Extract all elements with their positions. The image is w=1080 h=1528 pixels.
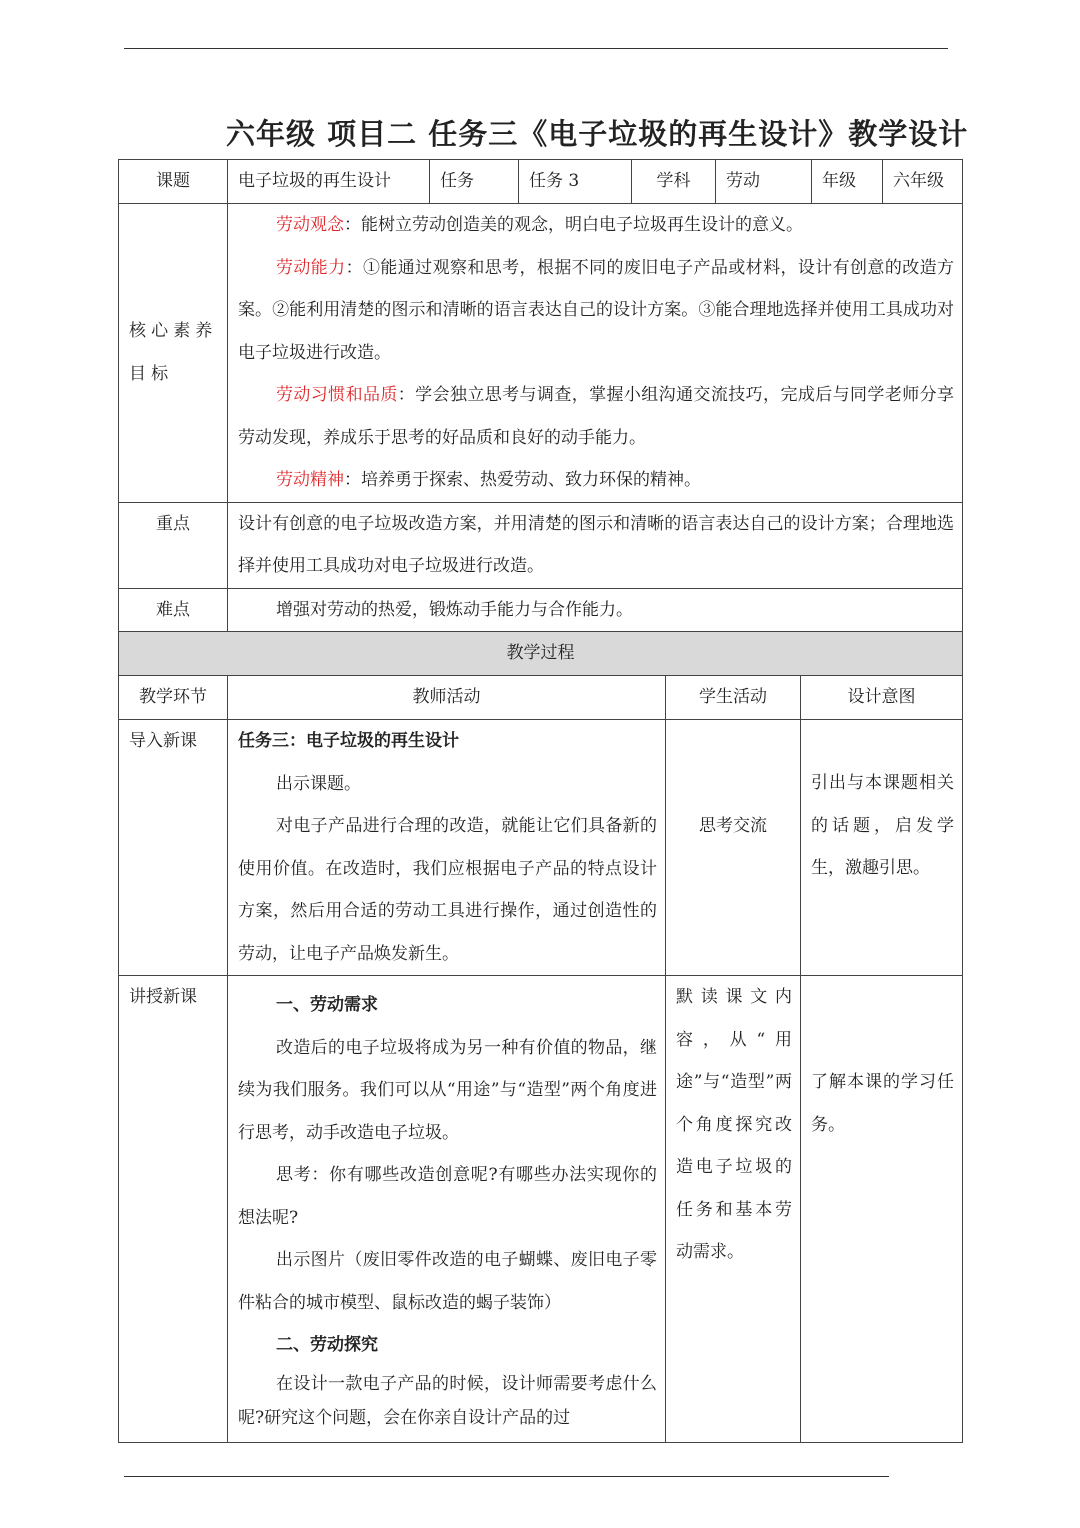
- intro-intent: 引出与本课题相关的话题，启发学生，激趣引思。: [801, 720, 963, 976]
- goal-heading: 劳动能力: [276, 257, 346, 278]
- goal-text: ：能树立劳动创造美的观念，明白电子垃圾再生设计的意义。: [344, 215, 803, 235]
- difficulty-text: 增强对劳动的热爱，锻炼动手能力与合作能力。: [228, 588, 963, 632]
- goal-heading: 劳动观念: [276, 215, 344, 235]
- footer-rule: [124, 1476, 889, 1477]
- new-heading-2: 二、劳动探究: [276, 1335, 378, 1355]
- col-intent: 设计意图: [801, 676, 963, 720]
- new-teacher: [228, 976, 666, 1443]
- goals-row: [119, 204, 963, 503]
- process-header: 教学过程: [119, 632, 963, 676]
- subject-value: 劳动: [716, 160, 812, 204]
- new-stage: 讲授新课: [119, 976, 228, 1443]
- goals-content: [228, 204, 963, 503]
- new-p3: 出示图片（废旧零件改造的电子蝴蝶、废旧电子零件粘合的城市模型、鼠标改造的蝎子装饰）: [238, 1250, 657, 1313]
- grade-label: 年级: [812, 160, 883, 204]
- info-table: [118, 159, 963, 633]
- key-point-row: [119, 502, 963, 588]
- difficulty-row: [119, 588, 963, 632]
- topic-label: 课题: [119, 160, 228, 204]
- new-p4: 在设计一款电子产品的时候，设计师需要考虑什么呢?研究这个问题，会在你亲自设计产品的过: [238, 1373, 657, 1428]
- goal-concept: [238, 204, 954, 247]
- goal-habit: [238, 374, 954, 459]
- col-stage: 教学环节: [119, 676, 228, 720]
- new-p2: 思考：你有哪些改造创意呢?有哪些办法实现你的想法呢?: [238, 1165, 657, 1228]
- intro-p1: 出示课题。: [276, 773, 361, 794]
- new-p1: 改造后的电子垃圾将成为另一种有价值的物品，继续为我们服务。我们可以从“用途”与“造型”两个角度进行思考，动手改造电子垃圾。: [238, 1037, 657, 1143]
- goal-text: ：学会独立思考与调查，掌握小组沟通交流技巧，完成后与同学老师分享劳动发现，养成乐于思考的好品质和良好的动手能力。: [238, 385, 955, 448]
- new-heading-1: 一、劳动需求: [276, 995, 378, 1015]
- document-title: 六年级 项目二 任务三《电子垃圾的再生设计》教学设计: [226, 117, 969, 151]
- new-intent: 了解本课的学习任务。: [801, 976, 963, 1443]
- goal-ability: [238, 247, 954, 375]
- intro-task-title: 任务三：电子垃圾的再生设计: [238, 731, 459, 751]
- intro-p2: 对电子产品进行合理的改造，就能让它们具备新的使用价值。在改造时，我们应根据电子产品的特点设计方案，然后用合适的劳动工具进行操作，通过创造性的劳动，让电子产品焕发新生。: [238, 816, 657, 964]
- key-point-text: 设计有创意的电子垃圾改造方案，并用清楚的图示和清晰的语言表达自己的设计方案；合理地选择并使用工具成功对电子垃圾进行改造。: [228, 502, 963, 588]
- header-rule: [124, 48, 948, 49]
- task-label: 任务: [430, 160, 519, 204]
- process-header-row: [119, 632, 963, 676]
- col-student: 学生活动: [666, 676, 801, 720]
- intro-student: 思考交流: [666, 720, 801, 976]
- subject-label: 学科: [632, 160, 716, 204]
- goal-text: ：①能通过观察和思考，根据不同的废旧电子产品或材料，设计有创意的改造方案。②能利用清楚的图示和清晰的语言表达自己的设计方案。③能合理地选择并使用工具成功对电子垃圾进行改造。: [238, 257, 955, 363]
- goals-label: 核心素养目标: [119, 204, 228, 503]
- new-student: 默读课文内容，从“用途”与“造型”两个角度探究改造电子垃圾的任务和基本劳动需求。: [666, 976, 801, 1443]
- goal-heading: 劳动精神: [276, 470, 344, 490]
- topic-value: 电子垃圾的再生设计: [228, 160, 430, 204]
- process-table: [118, 631, 963, 1443]
- task-value: 任务 3: [519, 160, 632, 204]
- grade-value: 六年级: [883, 160, 963, 204]
- goal-text: ：培养勇于探索、热爱劳动、致力环保的精神。: [344, 470, 701, 490]
- intro-stage: 导入新课: [119, 720, 228, 976]
- intro-row: [119, 720, 963, 976]
- process-columns-row: [119, 676, 963, 720]
- intro-teacher: [228, 720, 666, 976]
- difficulty-label: 难点: [119, 588, 228, 632]
- new-lesson-row: [119, 976, 963, 1443]
- goal-spirit: [238, 459, 954, 502]
- goal-heading: 劳动习惯和品质: [276, 385, 398, 405]
- info-row: [119, 160, 963, 204]
- col-teacher: 教师活动: [228, 676, 666, 720]
- key-point-label: 重点: [119, 502, 228, 588]
